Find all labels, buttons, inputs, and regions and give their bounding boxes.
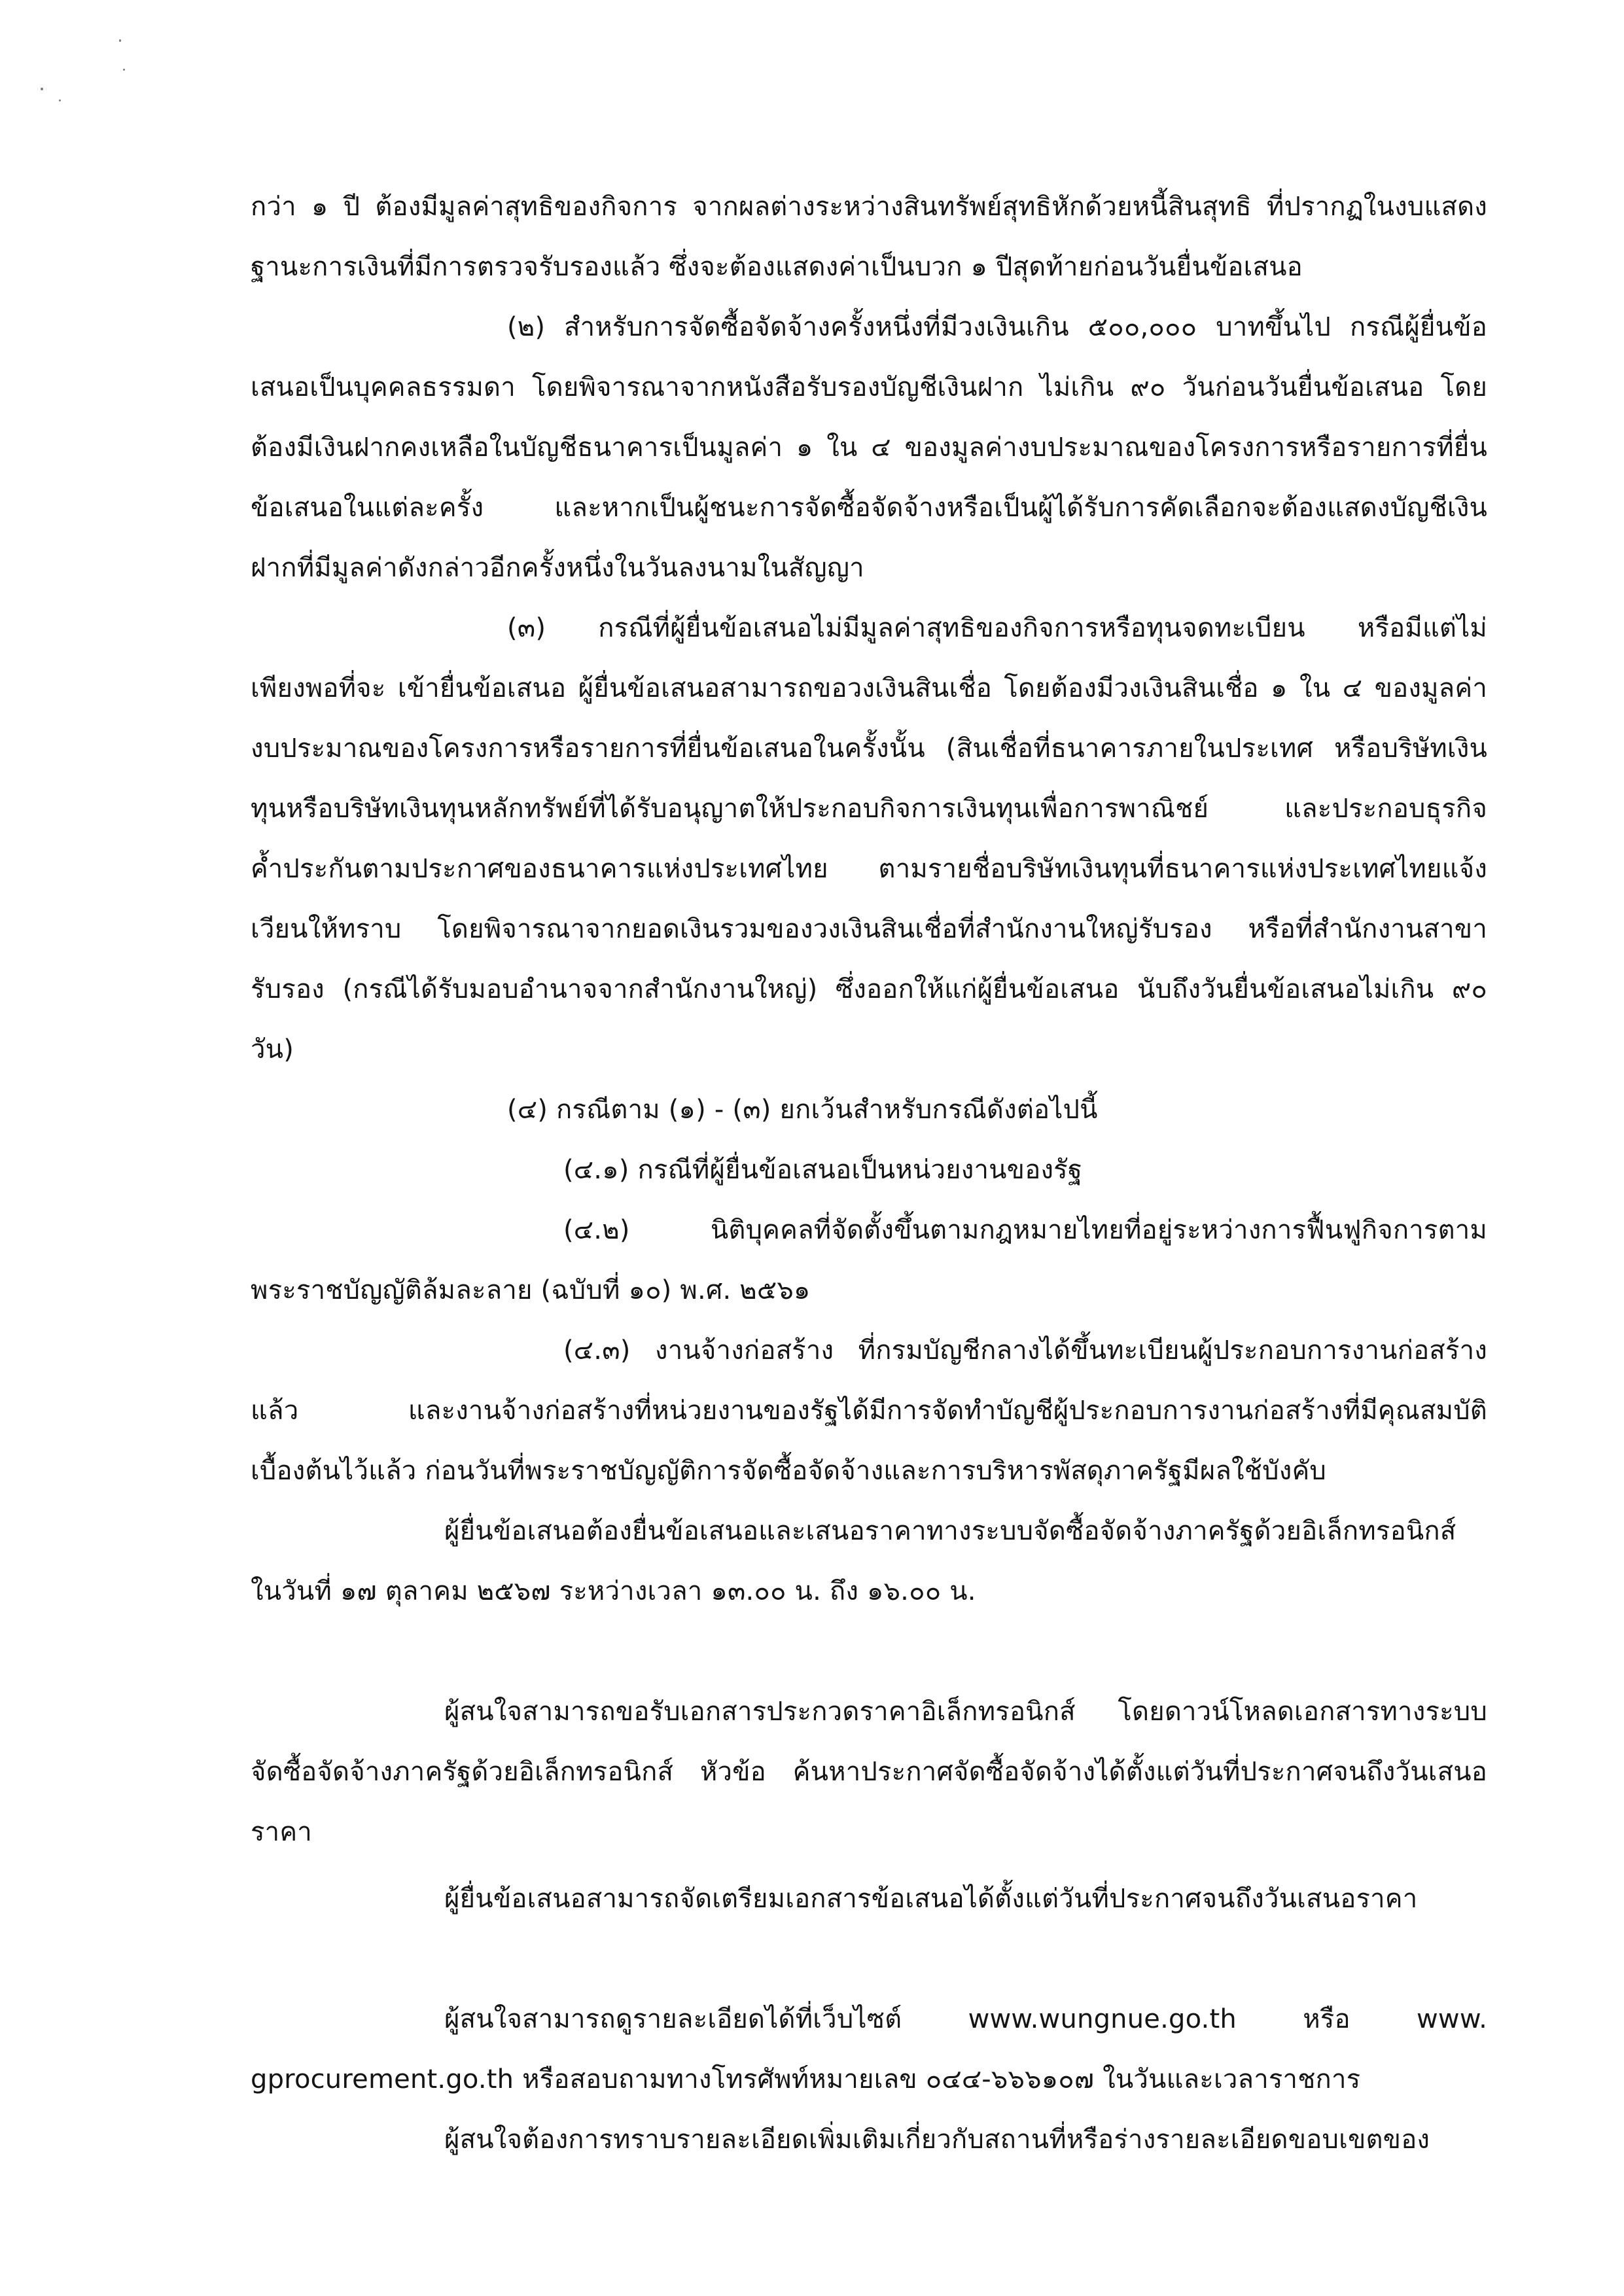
text-line: ฐานะการเงินที่มีการตรวจรับรองแล้ว ซึ่งจะต้องแสดงค่าเป็นบวก ๑ ปีสุดท้ายก่อนวันยื่นข้อเสนอ [251,252,1303,282]
text-line: เพียงพอที่จะ เข้ายื่นข้อเสนอ ผู้ยื่นข้อเสนอสามารถขอวงเงินสินเชื่อ โดยต้องมีวงเงินสินเชื่อ ๑ ใน ๔ ของมูลค่า [251,673,1487,703]
text-line: ค้ำประกันตามประกาศของธนาคารแห่งประเทศไทย ตามรายชื่อบริษัทเงินทุนที่ธนาคารแห่งประเทศไทยแจ้ง [251,854,1487,884]
text-line: (๔.๓) งานจ้างก่อสร้าง ที่กรมบัญชีกลางได้ขึ้นทะเบียนผู้ประกอบการงานก่อสร้าง [563,1335,1487,1366]
text-line: เบื้องต้นไว้แล้ว ก่อนวันที่พระราชบัญญัติการจัดซื้อจัดจ้างและการบริหารพัสดุภาครัฐมีผลใช้บังคับ [251,1456,1326,1486]
text-line: ผู้สนใจสามารถขอรับเอกสารประกวดราคาอิเล็กทรอนิกส์ โดยดาวน์โหลดเอกสารทางระบบ [444,1697,1487,1727]
text-line: ผู้ยื่นข้อเสนอต้องยื่นข้อเสนอและเสนอราคาทางระบบจัดซื้อจัดจ้างภาครัฐด้วยอิเล็กทรอนิกส์ [444,1516,1456,1546]
text-line: ราคา [251,1817,312,1847]
text-line: ฝากที่มีมูลค่าดังกล่าวอีกครั้งหนึ่งในวันลงนามในสัญญา [251,553,864,583]
text-line: งบประมาณของโครงการหรือรายการที่ยื่นข้อเสนอในครั้งนั้น (สินเชื่อที่ธนาคารภายในประเทศ หรือบริษัทเงิน [251,733,1487,764]
text-line: เสนอเป็นบุคคลธรรมดา โดยพิจารณาจากหนังสือรับรองบัญชีเงินฝาก ไม่เกิน ๙๐ วันก่อนวันยื่นข้อเสนอ โดย [251,372,1487,402]
text-line: ผู้ยื่นข้อเสนอสามารถจัดเตรียมเอกสารข้อเสนอได้ตั้งแต่วันที่ประกาศจนถึงวันเสนอราคา [444,1884,1418,1914]
text-line: ผู้สนใจต้องการทราบรายละเอียดเพิ่มเติมเกี่ยวกับสถานที่หรือร่างรายละเอียดขอบเขตของ [444,2125,1430,2155]
text-line: รับรอง (กรณีได้รับมอบอำนาจจากสำนักงานใหญ่) ซึ่งออกให้แก่ผู้ยื่นข้อเสนอ นับถึงวันยื่นข้อเสนอไม่เกิน ๙๐ [251,974,1487,1004]
text-line: จัดซื้อจัดจ้างภาครัฐด้วยอิเล็กทรอนิกส์ หัวข้อ ค้นหาประกาศจัดซื้อจัดจ้างได้ตั้งแต่วันที่ประกาศจนถึงวันเสนอ [251,1757,1487,1787]
text-line: gprocurement.go.th หรือสอบถามทางโทรศัพท์หมายเลข ๐๔๔-๖๖๖๑๐๗ ในวันและเวลาราชการ [251,2064,1361,2094]
text-line: แล้ว และงานจ้างก่อสร้างที่หน่วยงานของรัฐได้มีการจัดทำบัญชีผู้ประกอบการงานก่อสร้างที่มีคุณสมบัติ [251,1396,1487,1426]
text-line: (๔.๒) นิติบุคคลที่จัดตั้งขึ้นตามกฎหมายไทยที่อยู่ระหว่างการฟื้นฟูกิจการตาม [563,1215,1487,1245]
text-line: ผู้สนใจสามารถดูรายละเอียดได้ที่เว็บไซต์ www.wungnue.go.th หรือ www. [444,2004,1487,2034]
text-line: ในวันที่ ๑๗ ตุลาคม ๒๕๖๗ ระหว่างเวลา ๑๓.๐๐ น. ถึง ๑๖.๐๐ น. [251,1576,976,1606]
text-line: (๓) กรณีที่ผู้ยื่นข้อเสนอไม่มีมูลค่าสุทธิของกิจการหรือทุนจดทะเบียน หรือมีแต่ไม่ [507,613,1487,643]
text-line: (๔) กรณีตาม (๑) - (๓) ยกเว้นสำหรับกรณีดังต่อไปนี้ [507,1095,1098,1125]
text-line: (๒) สำหรับการจัดซื้อจัดจ้างครั้งหนึ่งที่มีวงเงินเกิน ๕๐๐,๐๐๐ บาทขึ้นไป กรณีผู้ยื่นข้อ [507,312,1487,342]
document-body [251,177,1487,2170]
text-line: กว่า ๑ ปี ต้องมีมูลค่าสุทธิของกิจการ จากผลต่างระหว่างสินทรัพย์สุทธิหักด้วยหนี้สินสุทธิ ที่ปรากฏในงบแสดง [251,192,1487,222]
text-line: ข้อเสนอในแต่ละครั้ง และหากเป็นผู้ชนะการจัดซื้อจัดจ้างหรือเป็นผู้ได้รับการคัดเลือกจะต้องแสดงบัญชีเงิน [251,493,1487,523]
text-line: เวียนให้ทราบ โดยพิจารณาจากยอดเงินรวมของวงเงินสินเชื่อที่สำนักงานใหญ่รับรอง หรือที่สำนักงานสาขา [251,914,1487,944]
text-line: (๔.๑) กรณีที่ผู้ยื่นข้อเสนอเป็นหน่วยงานของรัฐ [563,1155,1083,1185]
text-line: ทุนหรือบริษัทเงินทุนหลักทรัพย์ที่ได้รับอนุญาตให้ประกอบกิจการเงินทุนเพื่อการพาณิชย์ และประกอบธุรกิจ [251,794,1487,824]
text-line: วัน) [251,1034,294,1065]
text-line: พระราชบัญญัติล้มละลาย (ฉบับที่ ๑๐) พ.ศ. ๒๕๖๑ [251,1275,811,1305]
text-line: ต้องมีเงินฝากคงเหลือในบัญชีธนาคารเป็นมูลค่า ๑ ใน ๔ ของมูลค่างบประมาณของโครงการหรือรายการที่ยื่น [251,433,1487,463]
